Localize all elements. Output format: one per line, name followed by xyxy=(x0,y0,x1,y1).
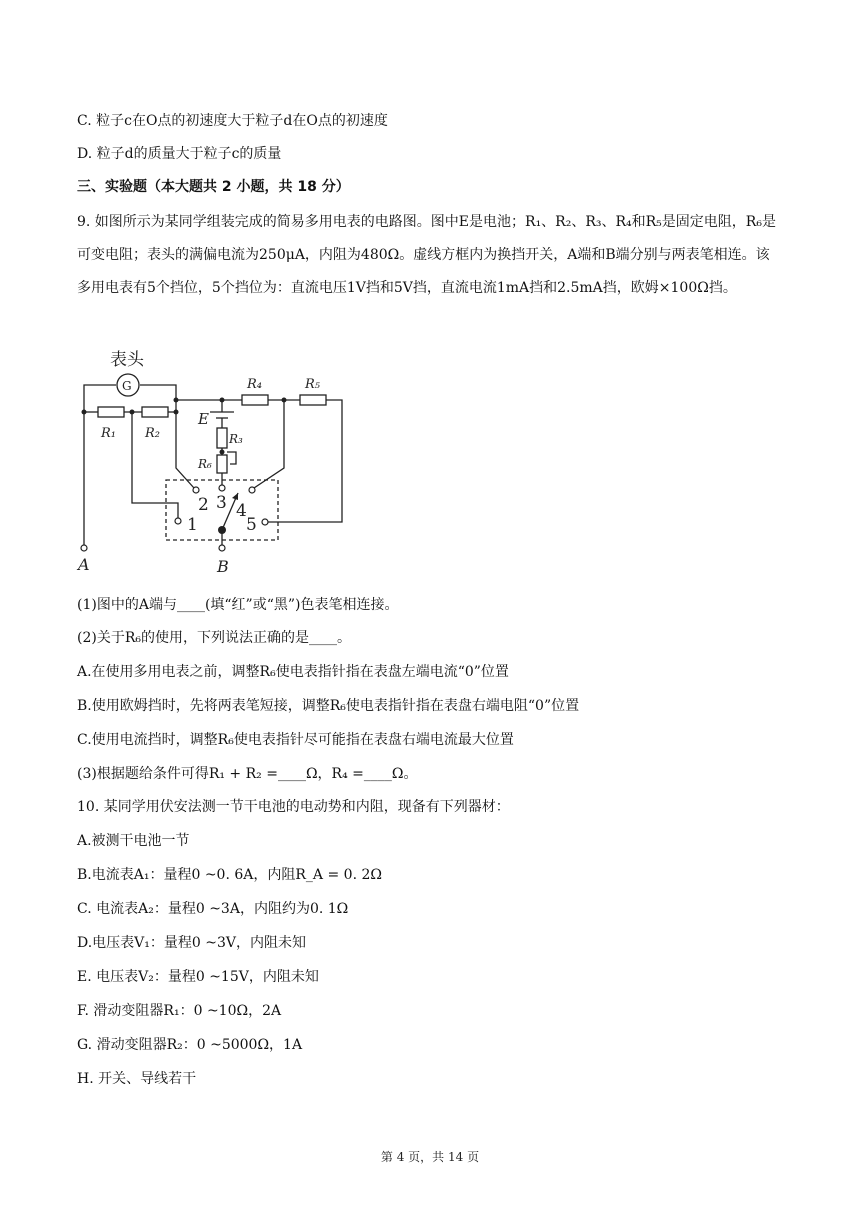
q9-option-a: A.在使用多用电表之前，调整R₆使电表指针指在表盘左端电流“0”位置 xyxy=(77,664,509,680)
q9-part2: (2)关于R₆的使用，下列说法正确的是____。 xyxy=(77,630,351,646)
r5-label: R₅ xyxy=(305,377,320,392)
battery-label: E xyxy=(198,410,209,428)
page-footer: 第 4 页，共 14 页 xyxy=(380,1150,480,1164)
galvanometer-label: G xyxy=(122,379,132,393)
q10-item-e: E. 电压表V₂：量程0 ~15V，内阻未知 xyxy=(77,969,319,985)
contact-3: 3 xyxy=(216,493,227,513)
question-9: 9. 如图所示为某同学组装完成的简易多用电表的电路图。图中E是电池；R₁、R₂、R₃、R₄和R₅是固定电阻，R₆是可变电阻；表头的满偏电流为250μA，内阻为480Ω。虚线方框内为换挡开关，A端和B端分别与两表笔相连。该多用电表有5个挡位，5个挡位为：直流电压1V挡和5V挡，直流电流1mA挡和2.5mA挡，欧姆×100Ω挡。 xyxy=(77,214,776,296)
meter-label: 表头 xyxy=(110,350,144,370)
option-d: D. 粒子d的质量大于粒子c的质量 xyxy=(77,146,282,162)
r3-label: R₃ xyxy=(229,432,243,446)
option-c: C. 粒子c在O点的初速度大于粒子d在O点的初速度 xyxy=(77,113,388,129)
q9-option-b: B.使用欧姆挡时，先将两表笔短接，调整R₆使电表指针指在表盘右端电阻“0”位置 xyxy=(77,698,580,714)
contact-5: 5 xyxy=(246,515,257,535)
q10-item-c: C. 电流表A₂：量程0 ~3A，内阻约为0. 1Ω xyxy=(77,901,349,917)
q10-item-f: F. 滑动变阻器R₁：0 ~10Ω，2A xyxy=(77,1003,282,1019)
q10-item-g: G. 滑动变阻器R₂：0 ~5000Ω，1A xyxy=(77,1037,303,1053)
q9-option-c: C.使用电流挡时，调整R₆使电表指针尽可能指在表盘右端电流最大位置 xyxy=(77,732,514,748)
q9-part3: (3)根据题给条件可得R₁ + R₂ =____Ω，R₄ =____Ω。 xyxy=(77,766,418,782)
q10-item-h: H. 开关、导线若干 xyxy=(77,1071,197,1087)
q10-item-b: B.电流表A₁：量程0 ~0. 6A，内阻R_A = 0. 2Ω xyxy=(77,867,382,883)
q9-part1: (1)图中的A端与____(填“红”或“黑”)色表笔相连接。 xyxy=(77,597,399,613)
multimeter-circuit-diagram xyxy=(70,340,360,575)
section-heading: 三、实验题（本大题共 2 小题，共 18 分） xyxy=(77,179,350,195)
contact-1: 1 xyxy=(187,515,198,535)
q10-item-d: D.电压表V₁：量程0 ~3V，内阻未知 xyxy=(77,935,307,951)
contact-4: 4 xyxy=(236,501,247,521)
terminal-a-label: A xyxy=(78,555,90,574)
terminal-b-label: B xyxy=(217,557,229,575)
q10-item-a: A.被测干电池一节 xyxy=(77,833,190,849)
r2-label: R₂ xyxy=(145,426,160,441)
r1-label: R₁ xyxy=(101,426,116,441)
contact-2: 2 xyxy=(198,495,209,515)
question-10: 10. 某同学用伏安法测一节干电池的电动势和内阻，现备有下列器材： xyxy=(77,799,510,815)
r4-label: R₄ xyxy=(247,377,262,392)
r6-label: R₆ xyxy=(198,457,212,471)
